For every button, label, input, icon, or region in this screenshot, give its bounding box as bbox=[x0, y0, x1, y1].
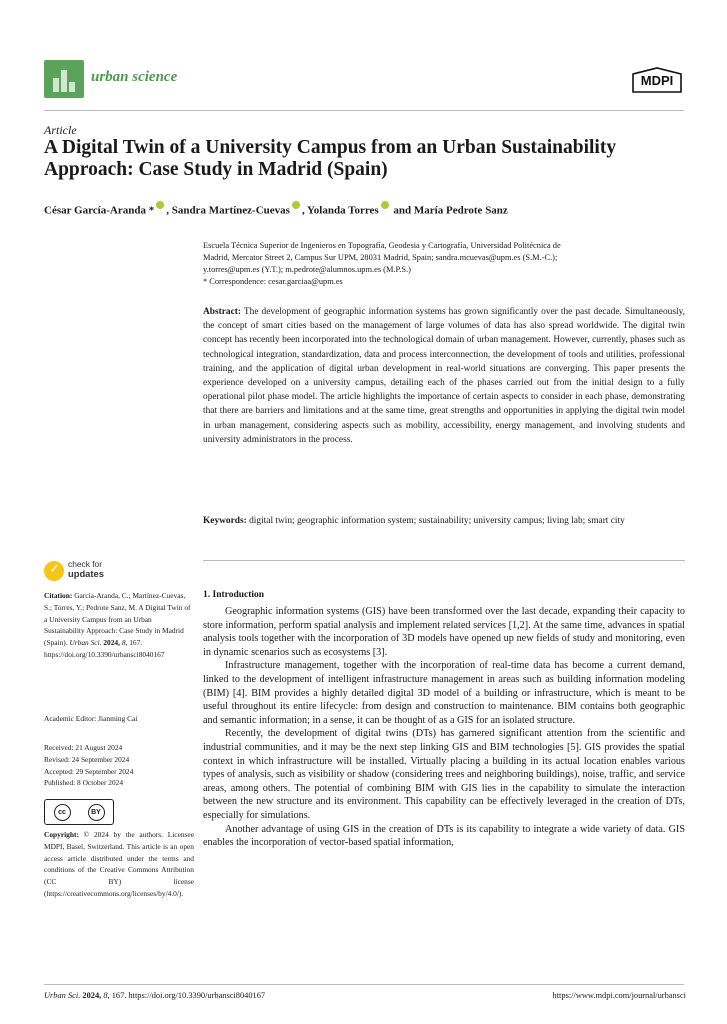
abstract bbox=[203, 305, 685, 447]
abstract-label: Abstract: bbox=[203, 307, 242, 317]
copyright-label: Copyright: bbox=[44, 830, 79, 839]
section-heading: 1. Introduction bbox=[203, 590, 265, 600]
orcid-icon[interactable] bbox=[381, 201, 389, 209]
paragraph: Another advantage of using GIS in the creation of DTs is its capability to integrate a wide variety of data. GIS enables the incorporation of vector-based spatial information, bbox=[203, 823, 685, 849]
author-name: Yolanda Torres bbox=[307, 204, 379, 217]
article-type: Article bbox=[44, 123, 77, 137]
paragraph: Recently, the development of digital twins (DTs) has garnered significant attention from the scientific and industrial communities, and it may be the next step linking GIS and BIM technologies [5]. GIS provides the spatial context in which infrastructure will be installed. Virtually placing a building in its actual location enables various types of analysis, such as visibility or shadow (considering trees and neighboring buildings), noise, traffic, and service areas, among others. The potential of combining BIM with GIS lies in the capability to simulate the interaction between the new structure and its environment. This capability can be effectively leveraged in the creation of DTs, especially for simulations. bbox=[203, 728, 685, 821]
academic-editor: Academic Editor: Jianming Cai bbox=[44, 714, 138, 723]
journal-name: urban science bbox=[91, 69, 178, 85]
footer-doi-link[interactable]: , 167. https://doi.org/10.3390/urbansci8040167 bbox=[107, 991, 266, 1000]
by-icon: BY bbox=[88, 804, 105, 821]
keywords bbox=[203, 514, 685, 528]
paragraph: Infrastructure management, together with the incorporation of real-time data has become a current demand, linked to the development of intelligent infrastructure management in areas such as building information modeling (BIM) [4]. BIM provides a highly detailed digital 3D model of a building or infrastructure, which is meant to be useful throughout its entire lifecycle: from design and construction to maintenance. BIM contains both geographic and semantic information; in a sense, it can be thought of as a GIS for an isolated structure. bbox=[203, 660, 685, 726]
check-icon: ✓ bbox=[44, 561, 64, 581]
keywords-text: digital twin; geographic information system; sustainability; university campus; living lab; smart city bbox=[246, 516, 625, 526]
cc-icon: cc bbox=[54, 804, 71, 821]
citation: Citation: García-Aranda, C.; Martínez-Cuevas, S.; Torres, Y.; Pedrote Sanz, M. A Digital Twin of a University Campus from an Urban Sustainability Approach: Case Study in Madrid (Spain). Urban Sci. 2024, 8, 167. https://doi.org/10.3390/urbansci8040167 bbox=[44, 591, 191, 659]
date-published: Published: 8 October 2024 bbox=[44, 778, 124, 788]
keywords-divider bbox=[203, 560, 685, 561]
abstract-text: The development of geographic information systems has grown significantly over the past decade. Simultaneously, the concept of smart cities based on the management of large volumes of data has also spread worldwide. The digital twin concept has recently been incorporated into the technological domain of urban management. However, currently, phases such as technological integration, standardization, data and process interconnection, the development of tools and utilities, professional training, and the application of digital urban development in real-world situations are converging. This paper presents the experience developed on a university campus, detailing each of the phases carried out from the initial design to a fully operational pilot phase model. The article highlights the importance of certain aspects to consider in each phase, demonstrating that there are barriers and limitations and at the same time, great strengths and opportunities in applying the digital twin model in urban management, considering aspects such as mobility, accessibility, energy management, and involving students and university administrators in the process. bbox=[203, 307, 685, 445]
affiliation: Escuela Técnica Superior de Ingenieros en Topografía, Geodesia y Cartografía, Universidad Politécnica de Madrid, Mercator Street 2, Campus Sur UPM, 28031 Madrid, Spain; sandra.mcuevas@upm.es (S.M.-C.); y.torres@upm.es (Y.T.); m.pedrote@alumnos.upm.es (M.P.S.) * Correspondence: cesar.garciaa@upm.es bbox=[203, 240, 683, 288]
date-revised: Revised: 24 September 2024 bbox=[44, 754, 130, 764]
copyright-notice: Copyright: © 2024 by the authors. Licensee MDPI, Basel, Switzerland. This article is an open access article distributed under the terms and conditions of the Creative Commons Attribution (CC BY) license (https://creativecommons.org/licenses/by/4.0/). bbox=[44, 830, 194, 898]
journal-logo-icon bbox=[44, 60, 84, 98]
paragraph: Geographic information systems (GIS) have been transformed over the last decade, expanding their capacity to store information, perform spatial analysis and implement related services [1,2]. At the same time, advances in spatial analysis tools together with the incorporation of 3D models have opened up new fields of study and monitoring, even in dynamic scenarios such as ecosystems [3]. bbox=[203, 606, 685, 658]
date-accepted: Accepted: 29 September 2024 bbox=[44, 766, 134, 776]
check-for-updates-button[interactable]: ✓ check for updates bbox=[44, 559, 154, 583]
footer-citation: Urban Sci. 2024, 8, 167. https://doi.org/10.3390/urbansci8040167 bbox=[44, 991, 266, 1000]
date-received: Received: 21 August 2024 bbox=[44, 743, 123, 752]
body-text bbox=[203, 605, 685, 850]
author-name: María Pedrote Sanz bbox=[413, 204, 508, 217]
citation-label: Citation: bbox=[44, 591, 73, 600]
publisher-name: MDPI bbox=[640, 73, 674, 88]
footer-journal-url[interactable]: https://www.mdpi.com/journal/urbansci bbox=[552, 991, 686, 1000]
mdpi-logo bbox=[629, 66, 685, 96]
header-divider bbox=[44, 110, 684, 111]
author-list: César García-Aranda * , Sandra Martínez-Cuevas , Yolanda Torres and María Pedrote Sanz bbox=[44, 201, 684, 217]
orcid-icon[interactable] bbox=[156, 201, 164, 209]
correspondence: * Correspondence: cesar.garciaa@upm.es bbox=[203, 277, 343, 286]
author-name: César García-Aranda * bbox=[44, 204, 155, 217]
citation-doi[interactable]: , 167. https://doi.org/10.3390/urbansci8040167 bbox=[44, 638, 165, 659]
publication-dates bbox=[44, 742, 194, 789]
footer-divider bbox=[44, 984, 684, 985]
paper-title: A Digital Twin of a University Campus from an Urban Sustainability Approach: Case Study in Madrid (Spain) bbox=[44, 137, 617, 180]
author-name: Sandra Martínez-Cuevas bbox=[171, 204, 290, 217]
orcid-icon[interactable] bbox=[292, 201, 300, 209]
keywords-label: Keywords: bbox=[203, 516, 247, 526]
cc-by-license-icon[interactable] bbox=[44, 799, 114, 825]
